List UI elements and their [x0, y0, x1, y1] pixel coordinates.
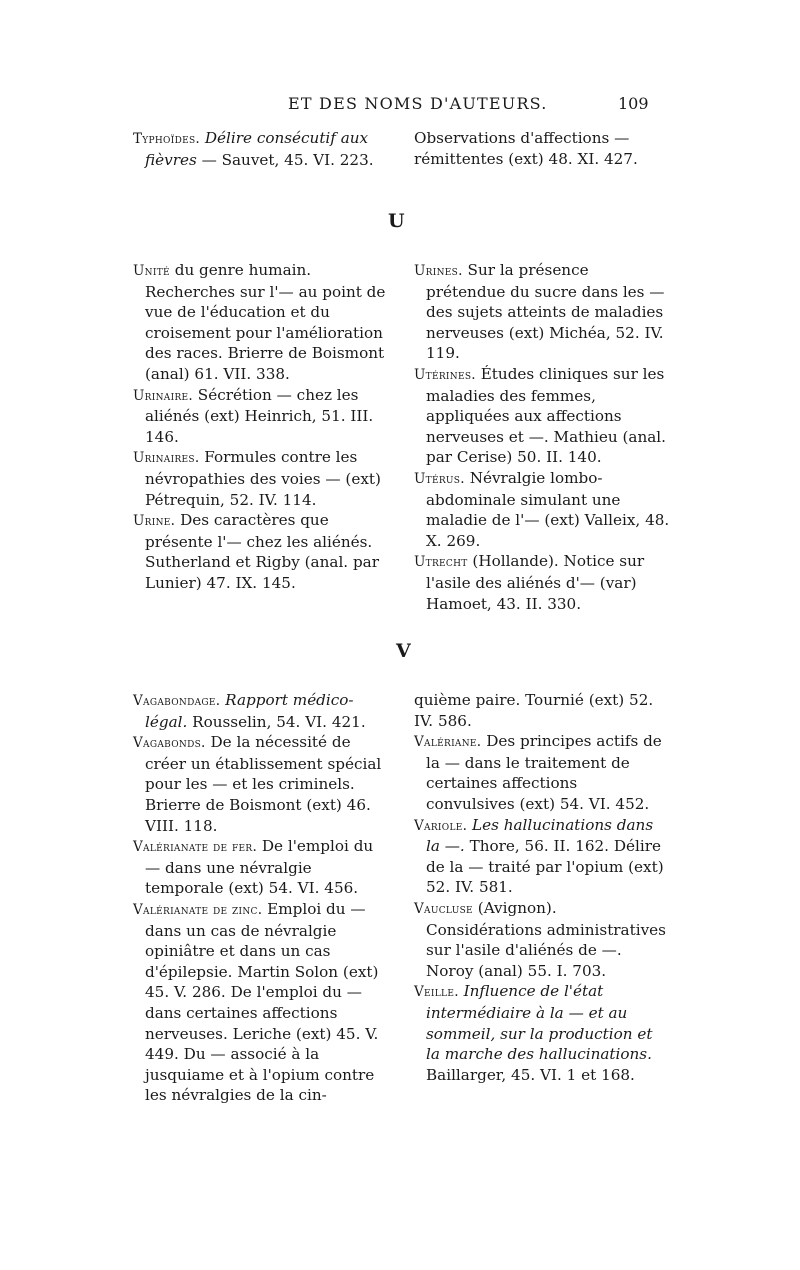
entry: [414, 364, 670, 468]
entry-text: du genre humain. Recherches sur l'— au point de vue de l'éducation et du croisement pour l'amélioration des races. Brierre de Boismont (anal) 61. VII. 338.: [145, 261, 386, 383]
continuation-left: [133, 128, 387, 170]
entry-headword: Utrecht: [414, 554, 468, 571]
entry-text: De la nécessité de créer un établissement spécial pour les — et les criminels. Brierre de Boismont (ext) 46. VIII. 118.: [145, 733, 382, 835]
entry: [133, 899, 387, 1106]
entry: [414, 898, 670, 981]
continuation-right: [414, 128, 670, 169]
entry: [414, 260, 670, 364]
continuation-text: quième paire. Tournié (ext) 52. IV. 586.: [414, 691, 654, 730]
entry-italic: Délire consécutif aux fièvres: [145, 129, 369, 169]
entry: [414, 731, 670, 814]
entry-text: Rousselin, 54. VI. 421.: [187, 712, 366, 731]
entry-headword: Utérus.: [414, 470, 465, 487]
entry: [414, 815, 670, 898]
entry-headword: Valérianate de zinc.: [133, 901, 263, 918]
entry-text: (Avignon). Considérations administratives sur l'asile d'aliénés de —. Noroy (anal) 55. I. 703.: [426, 898, 666, 980]
entry-headword: Vaucluse: [414, 900, 473, 917]
section-letter-u: U: [388, 210, 405, 232]
entry-text: Des caractères que présente l'— chez les aliénés. Sutherland et Rigby (anal. par Lunier) 47. IX. 145.: [145, 511, 379, 592]
entry: [414, 981, 670, 1085]
entry-headword: Urine.: [133, 513, 176, 530]
section-u-left-column: [133, 260, 387, 594]
entry-headword: Urinaire.: [133, 387, 193, 404]
entry-headword: Utérines.: [414, 366, 476, 383]
entry-headword: Valériane.: [414, 734, 482, 751]
entry-italic: Influence de l'état intermédiaire à la — et au sommeil, sur la production et la marche des hallucinations.: [426, 982, 653, 1064]
entry-text: Formules contre les névropathies des voies — (ext) Pétrequin, 52. IV. 114.: [145, 448, 381, 509]
entry: [133, 260, 387, 385]
entry-headword: Veille.: [414, 984, 459, 1001]
section-v-left-column: [133, 690, 387, 1106]
page-number: 109: [618, 94, 649, 113]
entry: [133, 732, 387, 836]
entry-text: Des principes actifs de la — dans le traitement de certaines affections convulsives (ext) 54. VI. 452.: [426, 732, 662, 813]
entry: [133, 690, 387, 732]
entry-text: — Sauvet, 45. VI. 223.: [196, 150, 374, 169]
entry: [133, 385, 387, 448]
entry-text: Sur la présence prétendue du sucre dans les — des sujets atteints de maladies nerveuses (ext) Michéa, 52. IV. 119.: [426, 261, 665, 363]
entry-typhoides: [133, 128, 387, 170]
entry-headword: Valérianate de fer.: [133, 839, 258, 856]
running-header: [0, 94, 800, 118]
entry: [133, 510, 387, 593]
entry-text: (Hollande). Notice sur l'asile des aliénés d'— (var) Hamoet, 43. II. 330.: [426, 552, 645, 613]
entry-headword: Vagabonds.: [133, 735, 206, 752]
entry-text: De l'emploi du — dans une névralgie temporale (ext) 54. VI. 456.: [145, 837, 374, 898]
continuation-text: Observations d'affections — rémittentes (ext) 48. XI. 427.: [414, 129, 638, 168]
entry-headword: Urinaires.: [133, 450, 200, 467]
entry: [133, 836, 387, 899]
header-title: ET DES NOMS D'AUTEURS.: [288, 94, 548, 113]
entry-headword: Variole.: [414, 817, 468, 834]
entry-italic: Les hallucinations dans la —.: [426, 815, 654, 856]
section-v-right-column: [414, 690, 670, 1085]
entry-text: Sécrétion — chez les aliénés (ext) Heinrich, 51. III. 146.: [145, 385, 374, 446]
entry-text: Thore, 56. II. 162. Délire de la — traité par l'opium (ext) 52. IV. 581.: [426, 837, 664, 897]
entry-headword: Typhoïdes.: [133, 131, 201, 147]
section-u-right-column: [414, 260, 670, 614]
entry-italic: Rapport médico-légal.: [145, 691, 354, 731]
entry-headword: Vagabondage.: [133, 693, 221, 709]
entry: [133, 447, 387, 510]
section-letter-v: V: [396, 640, 411, 662]
entry: [414, 551, 670, 614]
entry-text: Études cliniques sur les maladies des femmes, appliquées aux affections nerveuses et —. Mathieu (anal. par Cerise) 50. II. 140.: [426, 364, 666, 467]
entry-text: Névralgie lombo-abdominale simulant une maladie de l'— (ext) Valleix, 48. X. 269.: [426, 468, 670, 550]
entry-headword: Unité: [133, 263, 170, 279]
entry-text: Emploi du — dans un cas de névralgie opiniâtre et dans un cas d'épilepsie. Martin Solon (ext) 45. V. 286. De l'emploi du — dans certaines affections nerveuses. Leriche (ext) 45. V. 449. Du — associé à la jusquiame et à l'opium contre les névralgies de la cin-: [145, 899, 379, 1105]
entry-text: Baillarger, 45. VI. 1 et 168.: [426, 1065, 635, 1084]
entry: [414, 468, 670, 551]
entry-headword: Urines.: [414, 263, 463, 279]
